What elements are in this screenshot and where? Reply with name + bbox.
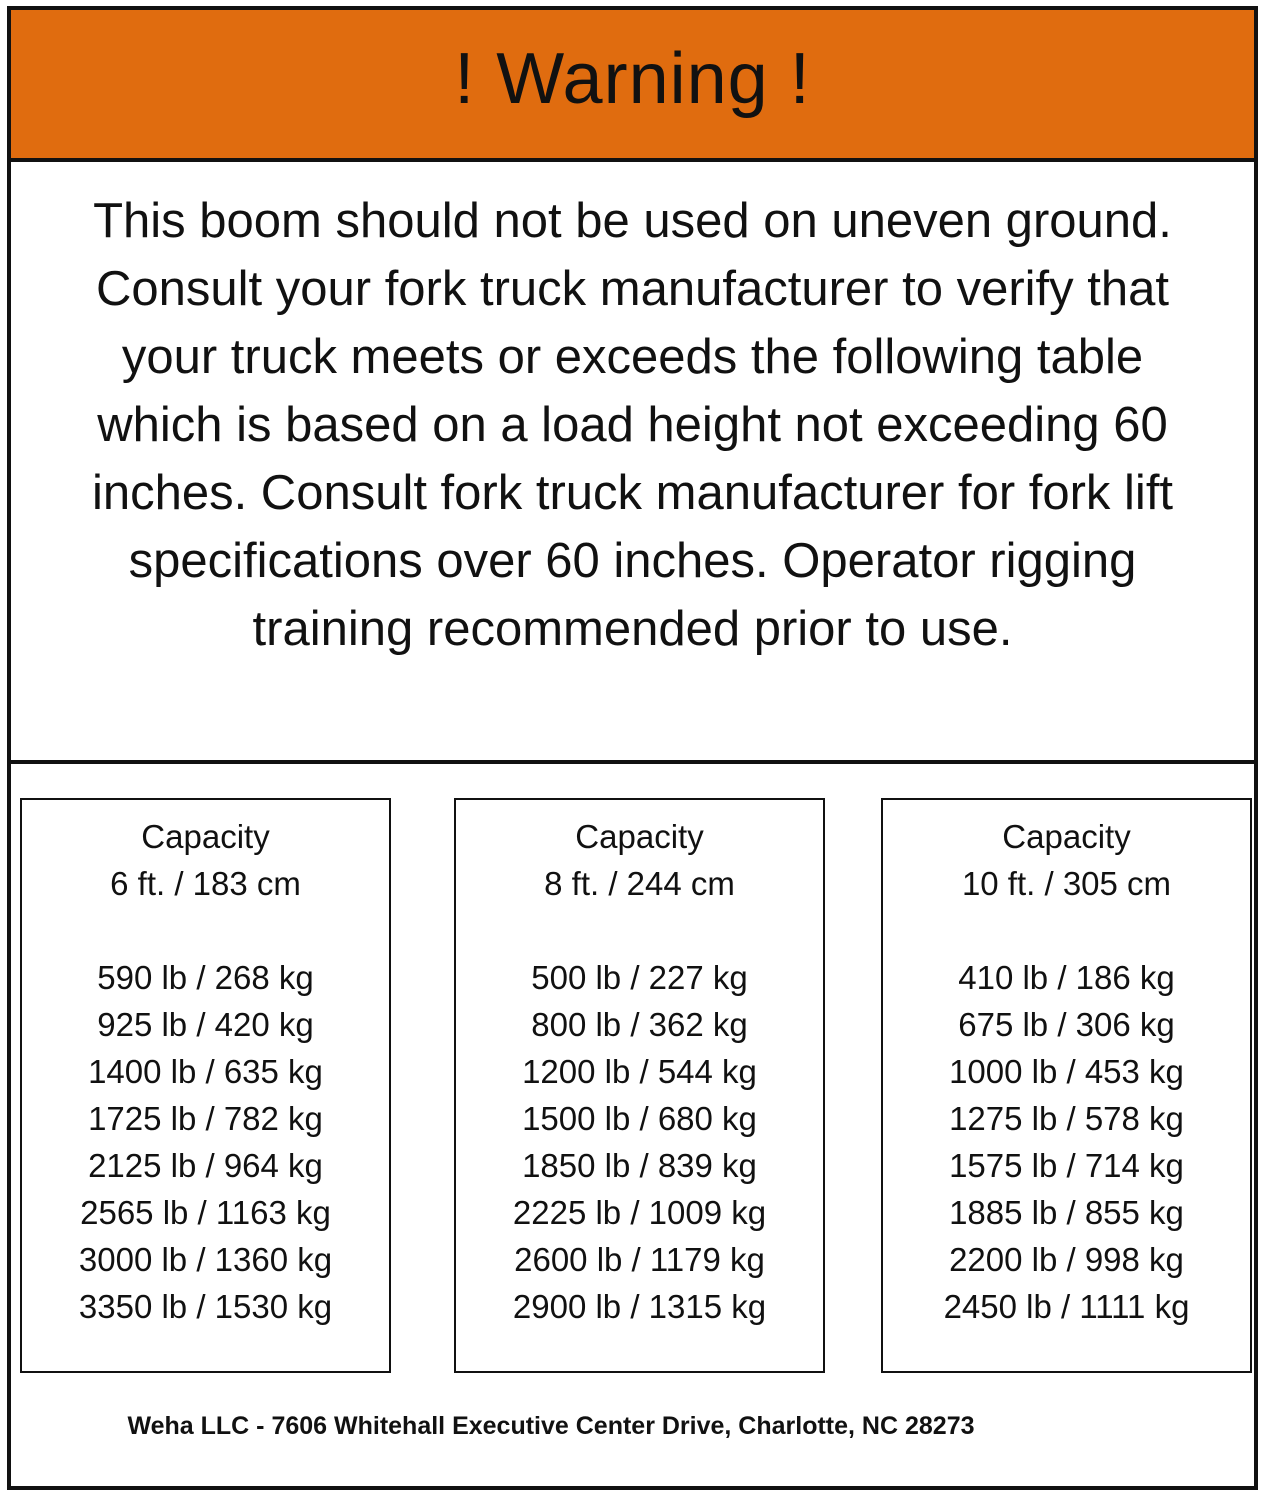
- capacity-heading: Capacity: [141, 818, 270, 855]
- capacity-value: 1400 lb / 635 kg: [88, 1053, 323, 1090]
- capacity-value: 410 lb / 186 kg: [958, 959, 1175, 996]
- warning-notice: [11, 162, 1254, 764]
- warning-banner: [11, 10, 1254, 162]
- capacity-value: 1200 lb / 544 kg: [522, 1053, 757, 1090]
- capacity-length: 6 ft. / 183 cm: [110, 865, 301, 902]
- capacity-value: 2125 lb / 964 kg: [88, 1147, 323, 1184]
- capacity-value: 1000 lb / 453 kg: [949, 1053, 1184, 1090]
- warning-notice-text: This boom should not be used on uneven ground. Consult your fork truck manufacturer to verify that your truck meets or exceeds the following table which is based on a load height not exceeding 60 inches. Consult fork truck manufacturer for fork lift specifications over 60 inches. Operator rigging training recommended prior to use.: [91, 194, 1174, 656]
- warning-title: ! Warning !: [454, 39, 811, 119]
- capacity-value: 1725 lb / 782 kg: [88, 1100, 323, 1137]
- capacity-value: 500 lb / 227 kg: [531, 959, 748, 996]
- capacity-value: 1575 lb / 714 kg: [949, 1147, 1184, 1184]
- capacity-table-10ft: [881, 798, 1252, 1373]
- capacity-value: 2225 lb / 1009 kg: [512, 1194, 767, 1231]
- capacity-value: 590 lb / 268 kg: [97, 959, 314, 996]
- capacity-value: 1500 lb / 680 kg: [522, 1100, 757, 1137]
- capacity-value: 2450 lb / 1111 kg: [943, 1288, 1190, 1325]
- capacity-heading: Capacity: [1002, 818, 1131, 855]
- warning-label: [7, 6, 1258, 1490]
- capacity-table-8ft: [454, 798, 825, 1373]
- capacity-value: 2600 lb / 1179 kg: [514, 1241, 765, 1278]
- capacity-value: 925 lb / 420 kg: [97, 1006, 314, 1043]
- capacity-value: 2200 lb / 998 kg: [949, 1241, 1184, 1278]
- capacity-table-6ft: [20, 798, 391, 1373]
- capacity-value: 800 lb / 362 kg: [531, 1006, 748, 1043]
- capacity-value: 1850 lb / 839 kg: [522, 1147, 757, 1184]
- capacity-value: 2900 lb / 1315 kg: [512, 1288, 767, 1325]
- capacity-length: 8 ft. / 244 cm: [544, 865, 735, 902]
- capacity-value: 675 lb / 306 kg: [958, 1006, 1175, 1043]
- company-address: Weha LLC - 7606 Whitehall Executive Center Drive, Charlotte, NC 28273: [127, 1412, 975, 1440]
- capacity-value: 3350 lb / 1530 kg: [78, 1288, 333, 1325]
- capacity-value: 1275 lb / 578 kg: [949, 1100, 1184, 1137]
- capacity-value: 1885 lb / 855 kg: [949, 1194, 1184, 1231]
- capacity-value: 3000 lb / 1360 kg: [78, 1241, 333, 1278]
- capacity-length: 10 ft. / 305 cm: [961, 865, 1172, 902]
- capacity-heading: Capacity: [575, 818, 704, 855]
- capacity-value: 2565 lb / 1163 kg: [80, 1194, 331, 1231]
